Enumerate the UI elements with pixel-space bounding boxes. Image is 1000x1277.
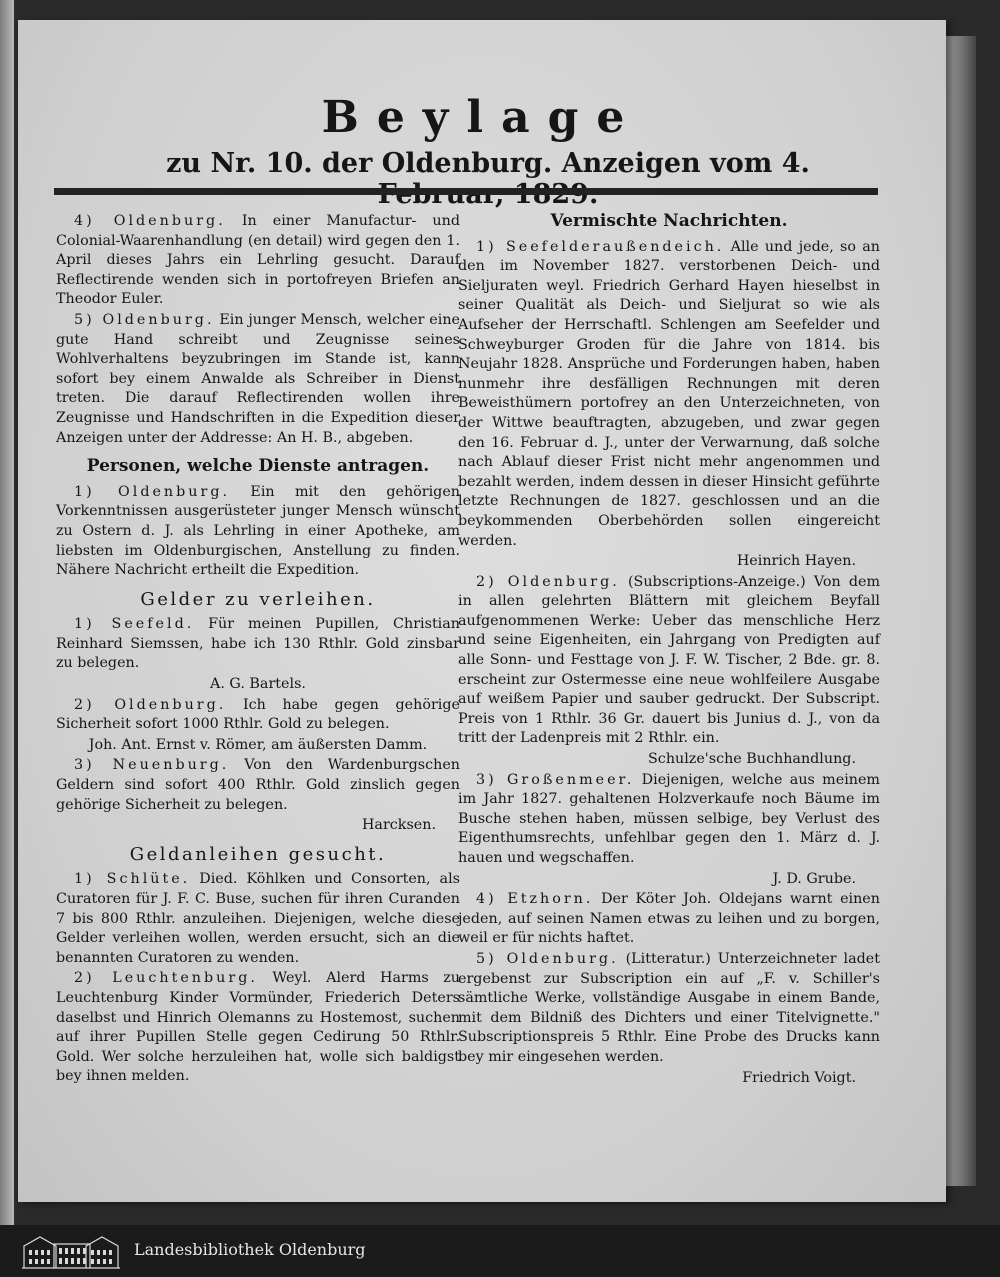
notice-text: (Litteratur.) Unterzeichneter ladet ergebenst zur Subscription ein auf „F. v. Schiller's sämtliche Werke, vollständige Ausgabe in einem Bande, mit dem Bildniß des Dichters und einer Titelvignette." Subscriptionspreis 5 Rthlr. Eine Probe des Drucks kann bey mir eingesehen werden. xyxy=(458,950,880,1065)
section-heading: Geldanleihen gesucht. xyxy=(129,843,387,865)
notice-item xyxy=(458,238,880,552)
notice-item xyxy=(56,615,460,674)
notice-item xyxy=(458,950,880,1068)
notice-text: Weyl. Alerd Harms zu Leuchtenburg Kinder Vormünder, Friederich Deters daselbst und Hinrich Olemanns zu Hostemost, suchen auf ihrer Pupillen Stelle gegen Cedirung 50 Rthlr. Gold. Wer solche herzuleihen hat, wolle sich baldigst bey ihnen melden. xyxy=(56,970,460,1085)
left-column xyxy=(56,212,460,1087)
notice-place: 2) Leuchtenburg. xyxy=(74,970,258,987)
notice-place: 2) Oldenburg. xyxy=(476,573,620,590)
notice-place: 5) Oldenburg. xyxy=(476,950,619,967)
section-heading: Gelder zu verleihen. xyxy=(140,588,376,610)
notice-signature: Schulze'sche Buchhandlung. xyxy=(648,751,856,768)
facing-page-edge xyxy=(0,0,14,1225)
notice-text: Für meinen Pupillen, Christian Reinhard Siemssen, habe ich 130 Rthlr. Gold zinsbar zu belegen. xyxy=(56,616,460,672)
notice-item xyxy=(56,212,460,310)
notice-place: 1) Oldenburg. xyxy=(74,483,231,500)
right-column xyxy=(458,212,880,1088)
notice-signature: J. D. Grube. xyxy=(772,870,856,887)
notice-place: 1) Seefelderaußendeich. xyxy=(476,238,725,255)
notice-text: (Subscriptions-Anzeige.) Von dem in allen gelehrten Blättern mit gleichem Beyfall aufgenommenen Werke: Ueber das menschliche Herz und seine Eigenheiten, ein Jahrgang von Predigten auf alle Sonn- und Festtage von J. F. W. Tischer, 2 Bde. gr. 8. erscheint zur Ostermesse eine neue wohlfeilere Ausgabe auf weißem Papier und sauber gedruckt. Der Subscript. Preis von 1 Rthlr. 36 Gr. dauert bis Junius d. J., von da tritt der Ladenpreis mit 2 Rthlr. ein. xyxy=(458,573,880,747)
newspaper-page xyxy=(18,20,946,1202)
section-heading: Vermischte Nachrichten. xyxy=(550,211,788,231)
notice-signature: Heinrich Hayen. xyxy=(736,553,856,570)
library-building-icon xyxy=(20,1232,122,1270)
notice-text: Alle und jede, so an den im November 1827. verstorbenen Deich- und Sieljuraten weyl. Friedrich Gerhard Hayen hieselbst in seiner Qualität als Deich- und Sieljurat so wie als Aufseher der Herrschaftl. Schlengen am Seefelder und Schweyburger Groden für die Jahre von 1814. bis Neujahr 1828. Ansprüche und Forderungen haben, haben nunmehr ihre desfälligen Rechnungen mit deren Beweisthümern portofrey an den Unterzeichneten, von der Wittwe beauftragten, abzugeben, und zwar gegen den 16. Februar d. J., unter der Verwarnung, daß solche nach Ablauf dieser Frist nicht mehr angenommen und bezahlt werden, indem dessen in dieser Hinsicht geführte letzte Rechnungen de 1827. geschlossen und an die beykommenden Oberbehörden sollen eingereicht werden. xyxy=(458,238,880,549)
header-rule xyxy=(54,188,878,195)
notice-text: Died. Köhlken und Consorten, als Curatoren für J. F. C. Buse, suchen für ihren Curanden 7 bis 800 Rthlr. anzuleihen. Diejenigen, welche diese Gelder verleihen wollen, werden ersucht, sich an die benannten Curatoren zu wenden. xyxy=(56,871,460,966)
notice-signature: Joh. Ant. Ernst v. Römer, am äußersten Damm. xyxy=(88,736,428,753)
page-subtitle: zu Nr. 10. der Oldenburg. Anzeigen vom 4. xyxy=(166,148,810,179)
page-stack-edge xyxy=(946,36,976,1186)
notice-place: 1) Schlüte. xyxy=(74,871,191,888)
notice-item xyxy=(56,696,460,735)
notice-text: Diejenigen, welche aus meinem im Jahr 1827. gehaltenen Holzverkaufe noch Bäume im Busche stehen haben, müssen selbige, bey Verlust des Eigenthumsrechts, unfehlbar gegen den 1. März d. J. hauen und wegschaffen. xyxy=(458,771,880,866)
notice-item xyxy=(56,756,460,815)
notice-place: 3) Neuenburg. xyxy=(74,757,230,774)
notice-item xyxy=(56,969,460,1087)
footer-bar xyxy=(0,1225,1000,1277)
notice-item xyxy=(458,573,880,749)
notice-place: 1) Seefeld. xyxy=(74,616,195,633)
notice-item xyxy=(56,483,460,581)
notice-place: 4) Oldenburg. xyxy=(74,213,226,229)
notice-text: Der Köter Joh. Oldejans warnt einen jeden, auf seinen Namen etwas zu leihen und zu borgen, weil er für nichts haftet. xyxy=(458,891,880,947)
notice-item xyxy=(56,311,460,448)
institution-name[interactable]: Landesbibliothek Oldenburg xyxy=(134,1240,366,1259)
notice-text: Ein mit den gehörigen Vorkenntnissen ausgerüsteter junger Mensch wünscht zu Ostern d. J. als Lehrling in einer Apotheke, am liebsten im Oldenburgischen, Anstellung zu finden. Nähere Nachricht ertheilt die Expedition. xyxy=(56,483,460,579)
notice-place: 2) Oldenburg. xyxy=(74,696,227,713)
notice-item xyxy=(56,870,460,968)
notice-signature: A. G. Bartels. xyxy=(210,676,306,693)
notice-signature: Friedrich Voigt. xyxy=(742,1069,856,1086)
notice-place: 4) Etzhorn. xyxy=(476,891,594,908)
notice-text: Ein junger Mensch, welcher eine gute Hand schreibt und Zeugnisse seines Wohlverhaltens beyzubringen im Stande ist, kann sofort bey einem Anwalde als Schreiber in Dienst treten. Die darauf Reflectirenden wollen ihre Zeugnisse und Handschriften in die Expedition dieser Anzeigen unter der Addresse: An H. B., abgeben. xyxy=(56,311,460,446)
notice-text: Ich habe gegen gehörige Sicherheit sofort 1000 Rthlr. Gold zu belegen. xyxy=(56,696,460,733)
notice-item xyxy=(458,771,880,869)
section-heading: Personen, welche Dienste antragen. xyxy=(86,456,430,477)
notice-signature: Harcksen. xyxy=(361,817,436,834)
notice-text: Von den Wardenburgschen Geldern sind sofort 400 Rthlr. Gold zinslich gegen gehörige Sicherheit zu belegen. xyxy=(56,757,460,813)
notice-item xyxy=(458,890,880,949)
page-title: Beylage xyxy=(321,92,643,143)
notice-place: 5) Oldenburg. xyxy=(74,311,215,328)
notice-text: In einer Manufactur- und Colonial-Waarenhandlung (en detail) wird gegen den 1. April dieses Jahrs ein Lehrling gesucht. Darauf Reflectirende wenden sich in portofreyen Briefen an Theodor Euler. xyxy=(56,213,460,308)
notice-place: 3) Großenmeer. xyxy=(476,771,635,788)
